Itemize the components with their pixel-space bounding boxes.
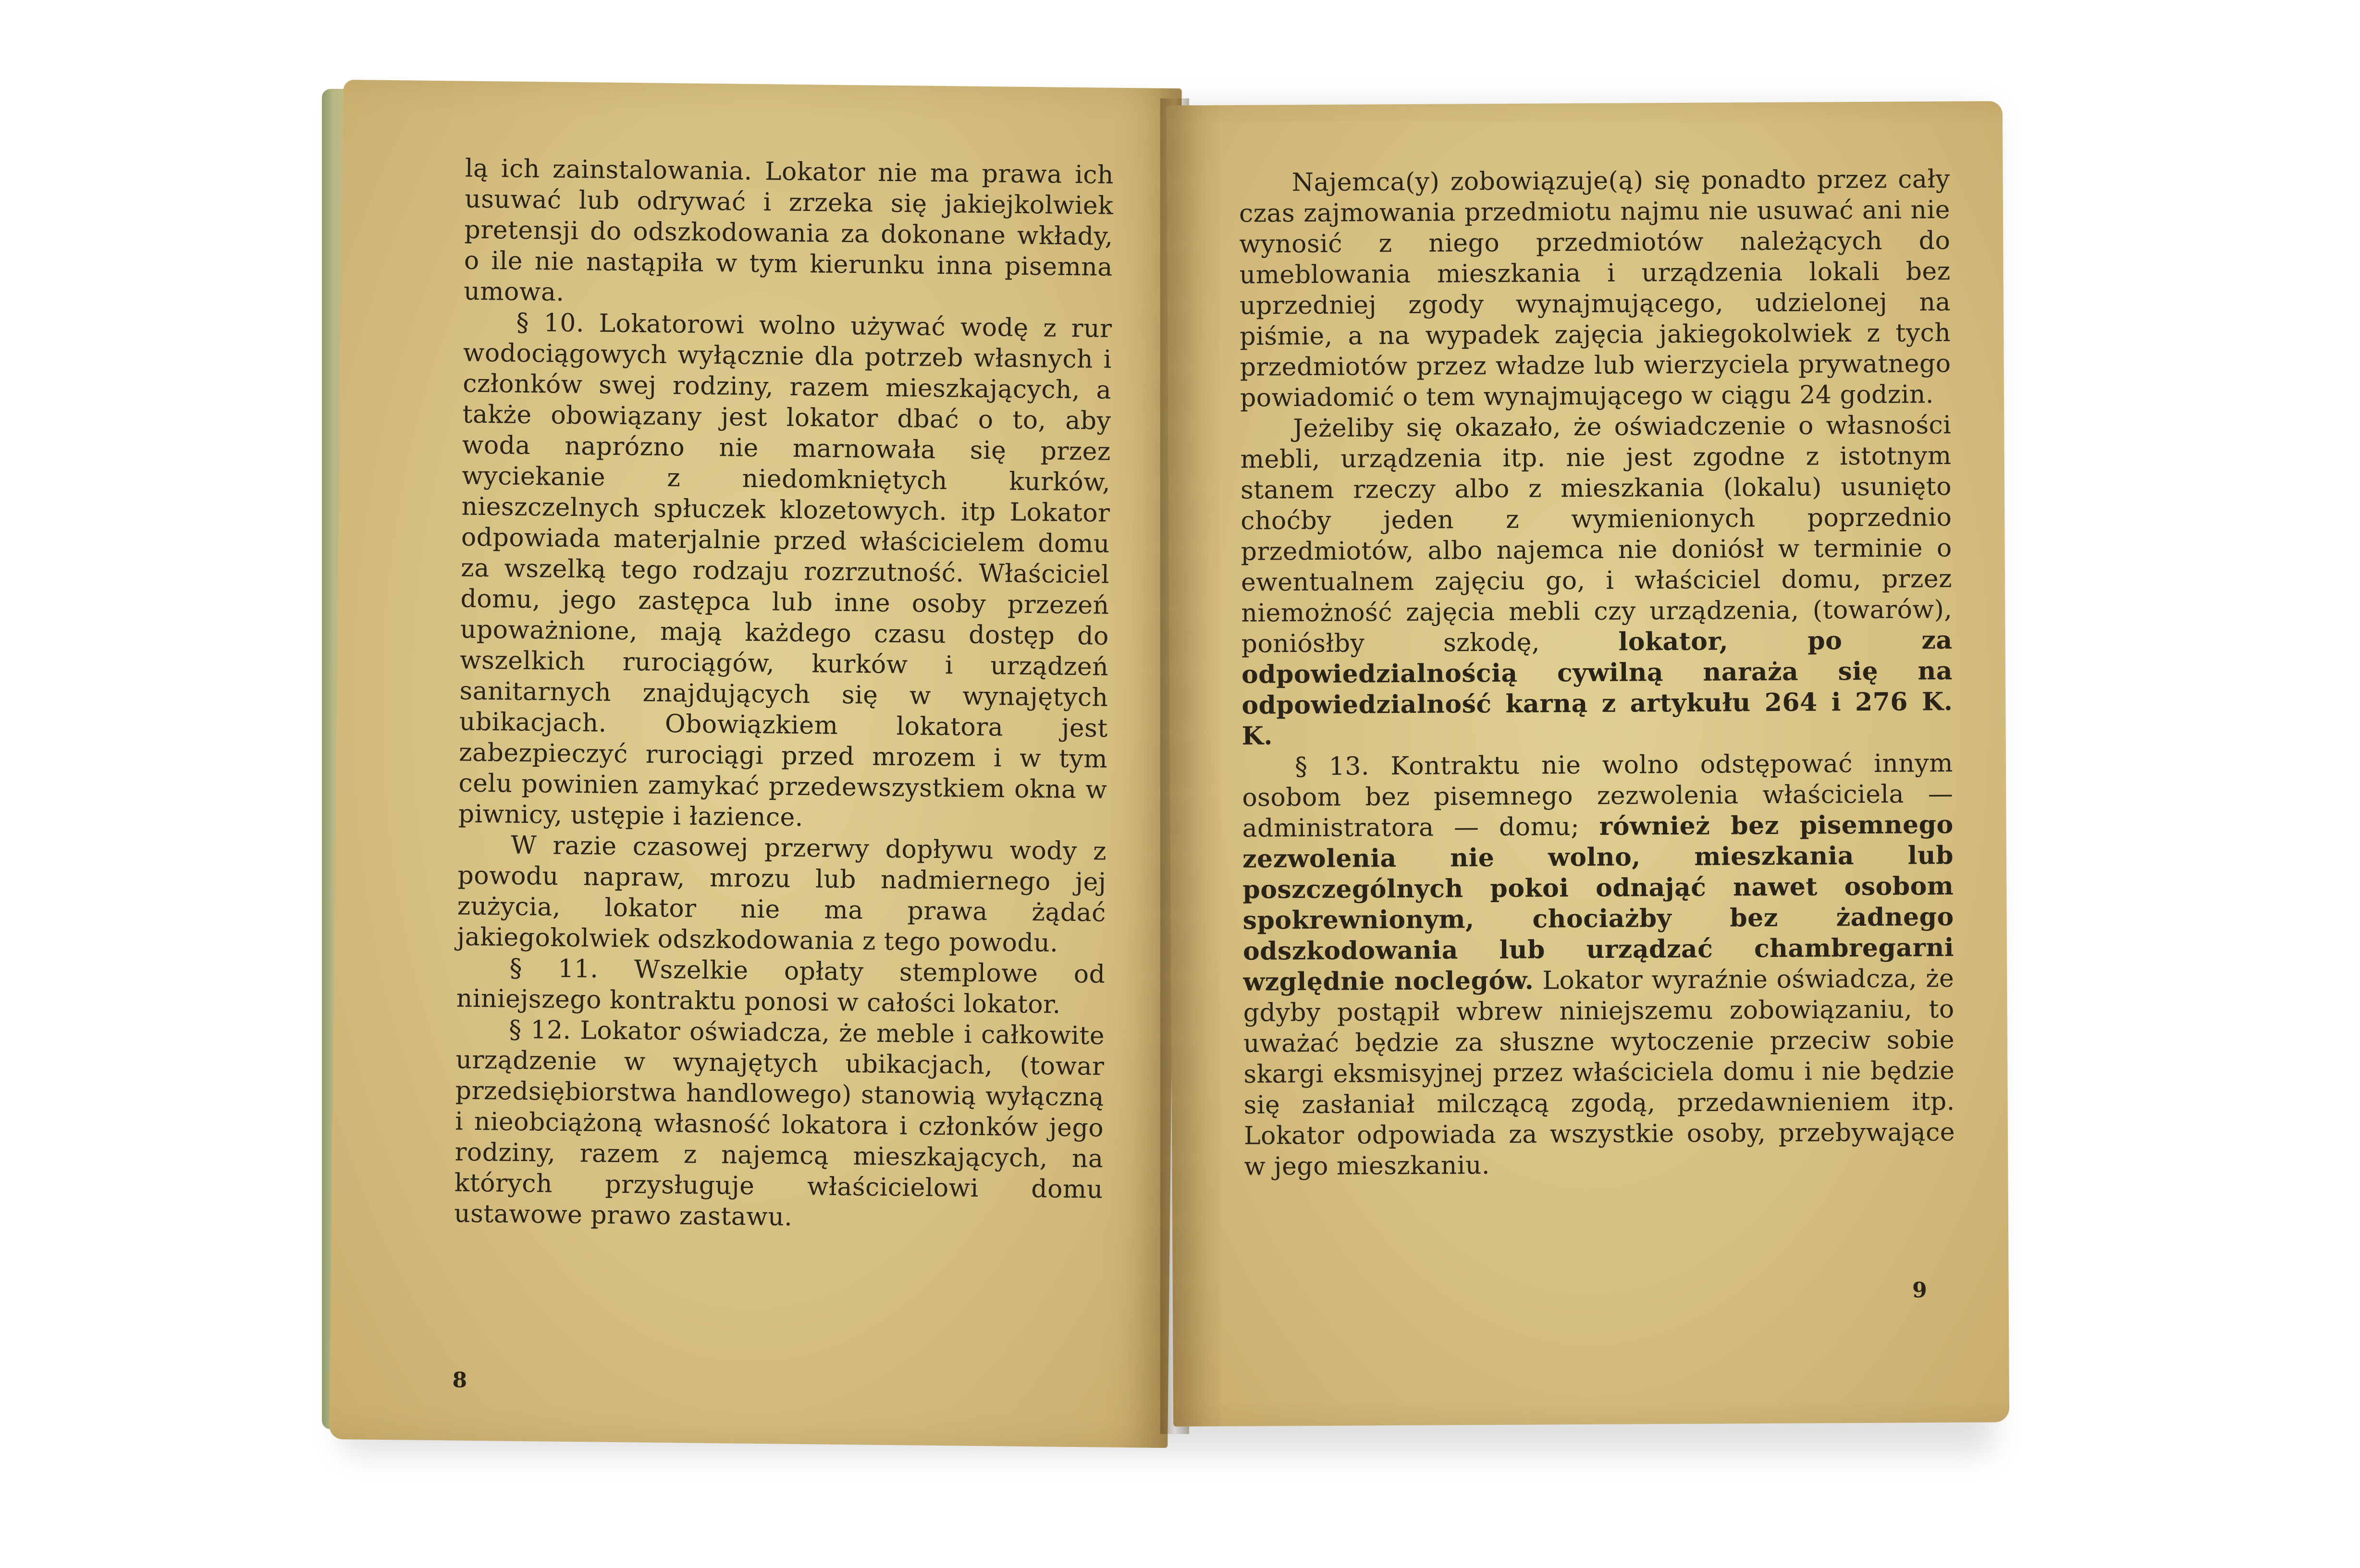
paragraph-section-13-start: § 13. Kontraktu nie wolno odstępować innym osobom bez pisemnego zezwolenia właściciela — administratora — domu; [1242,749,1954,843]
paragraph-tenant-obligation: Najemca(y) zobowiązuje(ą) się ponadto przez cały czas zajmowania przedmiotu najmu nie usuwać ani nie wynosić z niego przedmiotów należących do umeblowania mieszkania i urządzenia lokali bez uprzedniej zgody wynajmującego, udzielonej na piśmie, a na wypadek zajęcia jakiegokolwiek z tych przedmiotów przez władze lub wierzyciela prywatnego powiadomić o tem wynajmującego w ciągu 24 godzin. [1239,165,1951,413]
paragraph-section-11: § 11. Wszelkie opłaty stemplowe od niniejszego kontraktu ponosi w całości lokator. [456,954,1106,1019]
open-booklet [322,79,2013,1453]
paragraph-section-12: § 12. Lokator oświadcza, że meble i całkowite urządzenie w wynajętych ubikacjach, (towar przedsiębiorstwa handlowego) stanowią wyłączną i nieobciążoną własność lokatora i członków jego rodziny, razem z najemcą mieszkających, na których przysługuje właścicielowi domu ustawowe prawo zastawu. [454,1015,1105,1232]
paragraph-section-10: § 10. Lokatorowi wolno używać wodę z rur wodociągowych wyłącznie dla potrzeb własnych i członków swej rodziny, razem mieszkających, a także obowiązany jest lokator dbać o to, aby woda naprózno nie marnowała się przez wyciekanie z niedomkniętych kurków, nieszczelnych spłuczek klozetowych. itp Lokator odpowiada materjalnie przed właścicielem domu za wszelką tego rodzaju rozrzutność. Właściciel domu, jego zastępca lub inne osoby przezeń upoważnione, mają każdego czasu dostęp do wszelkich rurociągów, kurków i urządzeń sanitarnych znajdujących się w wynajętych ubikacjach. Obowiązkiem lokatora jest zabezpieczyć rurociągi przed mrozem i w tym celu powinien zamykać przedewszystkiem okna w piwnicy, ustępie i łazience. [458,308,1112,833]
paragraph-section-13-end: Lokator wyraźnie oświadcza, że gdyby postąpił wbrew niniejszemu zobowiązaniu, to uważać będzie za słuszne wytoczenie przeciw sobie skargi eksmisyjnej przez właściciela domu i nie będzie się zasłaniał milczącą zgodą, przedawnieniem itp. Lokator odpowiada za wszystkie osoby, przebywające w jego mieszkaniu. [1243,964,1955,1181]
paragraph-section-13 [1242,748,1955,1182]
right-page [1167,101,2009,1426]
paragraph-water-interruption: W razie czasowej przerwy dopływu wody z powodu napraw, mrozu lub nadmiernego jej zużycia, lokator nie ma prawa żądać jakiegokolwiek odszkodowania z tego powodu. [456,831,1107,958]
paragraph-false-declaration-bold: lokator, po za odpowiedzialnością cywilną naraża się na odpowiedzialność karną z artykułu 264 i 276 K. K. [1241,625,1953,751]
left-page-text [454,153,1114,1236]
paragraph-section-13-bold: również bez pisemnego zezwolenia nie wolno, mieszkania lub poszczególnych pokoi odnająć nawet osobom spokrewnionym, chociażby bez żadnego odszkodowania lub urządzać chambregarni względnie noclegów. [1242,810,1954,997]
paragraph-continuation: lą ich zainstalowania. Lokator nie ma prawa ich usuwać lub odrywać i zrzeka się jakiejkolwiek pretensji do odszkodowania za dokonane wkłady, o ile nie nastąpiła w tym kierunku inna pisemna umowa. [463,154,1114,307]
paragraph-false-declaration [1240,410,1953,752]
page-number-left: 8 [452,1368,467,1393]
left-page [329,80,1182,1448]
right-page-text [1239,164,1955,1182]
paragraph-false-declaration-text: Jeżeliby się okazało, że oświadczenie o własności mebli, urządzenia itp. nie jest zgodne z istotnym stanem rzeczy albo z mieszkania (lokalu) usunięto choćby jeden z wymienionych poprzednio przedmiotów, albo najemca nie doniósł w terminie o ewentualnem zajęciu go, i właściciel domu, przez niemożność zajęcia mebli czy urządzenia, (towarów), poniósłby szkodę, [1240,411,1953,659]
page-number-right: 9 [1912,1278,1927,1303]
